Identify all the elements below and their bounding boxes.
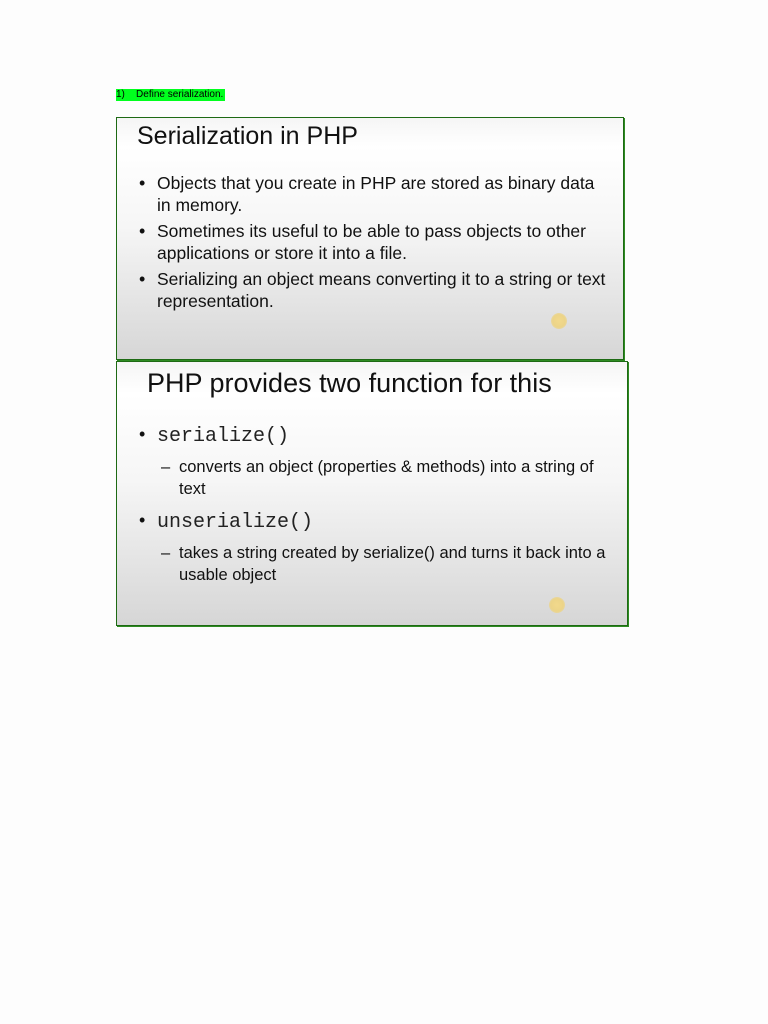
question-text: Define serialization.	[136, 89, 224, 100]
bullet-icon: •	[139, 173, 146, 193]
question-number: 1)	[116, 89, 125, 100]
bullet-text: Objects that you create in PHP are stored as binary data in memory.	[157, 173, 595, 215]
bullet-icon: •	[139, 424, 146, 444]
function-item	[139, 424, 617, 500]
function-description	[157, 456, 617, 500]
function-name: unserialize()	[157, 511, 314, 534]
bullet-text: Sometimes its useful to be able to pass objects to other applications or store it into a file.	[157, 221, 586, 263]
function-description-text: converts an object (properties & methods) into a string of text	[179, 458, 594, 498]
slide-title: Serialization in PHP	[137, 122, 358, 150]
pointer-highlight-icon	[551, 313, 567, 329]
slide-title: PHP provides two function for this	[147, 368, 552, 398]
pointer-highlight-icon	[549, 597, 565, 613]
bullet-item	[139, 268, 612, 312]
bullet-text: Serializing an object means converting it to a string or text representation.	[157, 269, 606, 311]
slide-php-functions	[116, 361, 628, 626]
dash-icon: –	[161, 458, 171, 476]
bullet-icon: •	[139, 221, 146, 241]
bullet-icon: •	[139, 269, 146, 289]
function-list	[139, 424, 617, 596]
function-item	[139, 510, 617, 586]
function-description-text: takes a string created by serialize() and turns it back into a usable object	[179, 544, 606, 584]
bullet-list	[139, 172, 612, 316]
bullet-item	[139, 220, 612, 264]
slide-serialization-in-php	[116, 117, 624, 360]
bullet-item	[139, 172, 612, 216]
function-name: serialize()	[157, 425, 290, 448]
bullet-icon: •	[139, 510, 146, 530]
dash-icon: –	[161, 544, 171, 562]
function-description	[157, 542, 617, 586]
question-heading	[116, 89, 225, 101]
